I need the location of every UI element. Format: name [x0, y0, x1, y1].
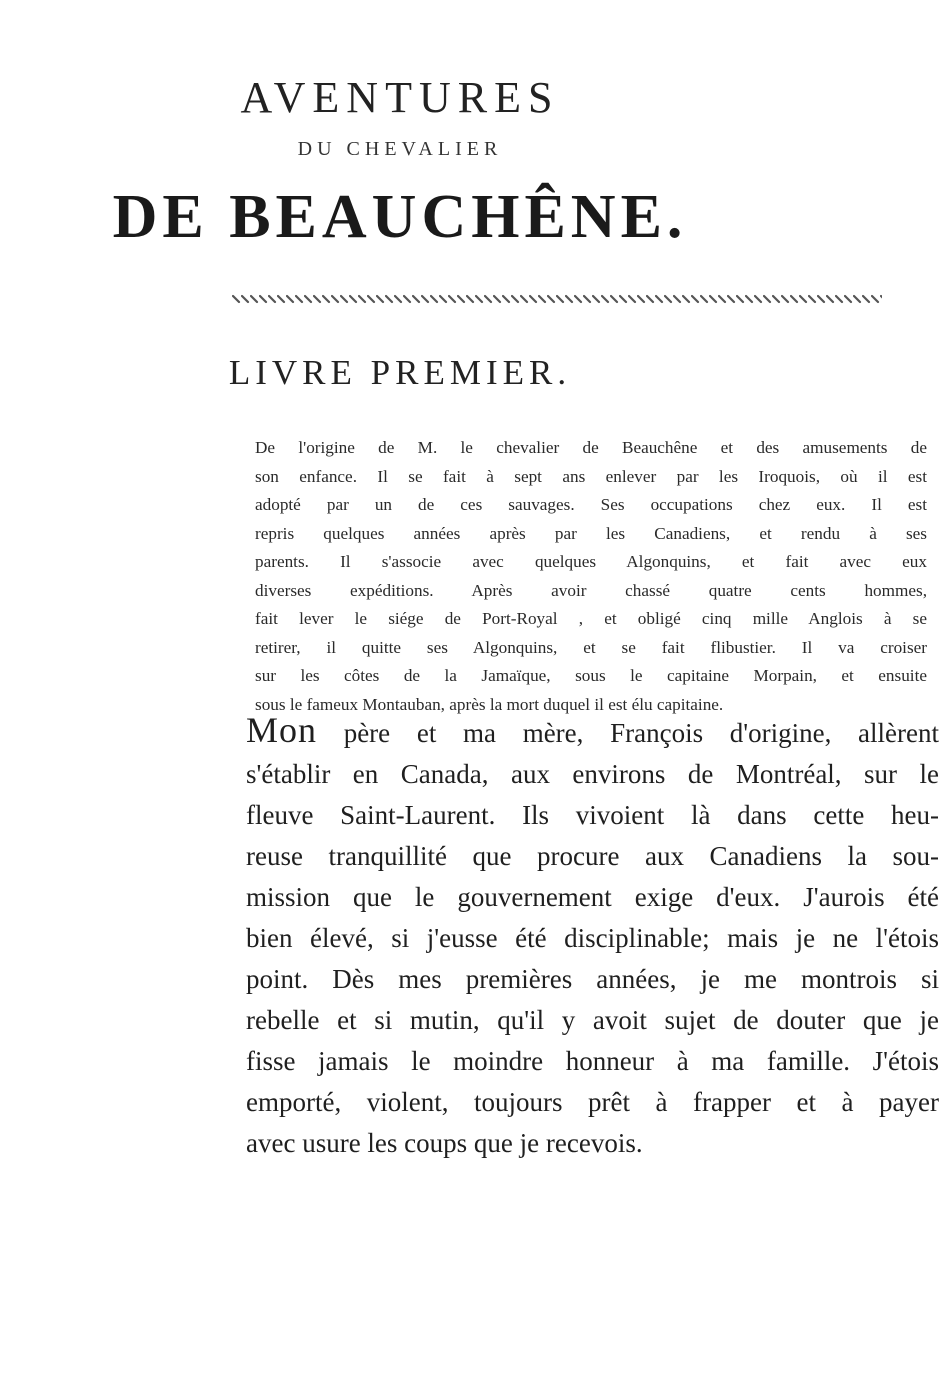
body-line: reuse tranquillité que procure aux Canadiens la sou- [246, 841, 939, 871]
drop-word: Mon [246, 710, 318, 750]
first-line-rest: père et ma mère, François d'origine, allèrent [343, 718, 939, 748]
body-line: point. Dès mes premières années, je me montrois si [246, 964, 939, 994]
body-line: bien élevé, si j'eusse été disciplinable; mais je ne l'étois [246, 923, 939, 953]
summary-line: son enfance. Il se fait à sept ans enlever par les Iroquois, où il est [255, 466, 927, 486]
body-line: fisse jamais le moindre honneur à ma famille. J'étois [246, 1046, 939, 1076]
summary-line: diverses expéditions. Après avoir chassé quatre cents hommes, [255, 580, 927, 600]
body-line: mission que le gouvernement exige d'eux. J'aurois été [246, 882, 939, 912]
body-line [246, 710, 939, 754]
body-line: avec usure les coups que je recevois. [246, 1128, 643, 1158]
body-line: rebelle et si mutin, qu'il y avoit sujet de douter que je [246, 1005, 939, 1035]
title-aventures: AVENTURES [240, 73, 560, 122]
ornament-rule-icon [232, 293, 882, 305]
summary-line: fait lever le siége de Port-Royal , et obligé cinq mille Anglois à se [255, 609, 927, 628]
summary-line: parents. Il s'associe avec quelques Algonquins, et fait avec eux [255, 552, 927, 571]
summary-line: repris quelques années après par les Canadiens, et rendu à ses [255, 523, 927, 543]
chapter-summary [255, 434, 927, 719]
body-line: s'établir en Canada, aux environs de Montréal, sur le [246, 759, 939, 789]
summary-line: sous le fameux Montauban, après la mort duquel il est élu capitaine. [255, 694, 724, 714]
title-du-chevalier: DU CHEVALIER [297, 138, 503, 160]
body-text [246, 710, 939, 1164]
ornament-rule [232, 293, 882, 305]
summary-line: adopté par un de ces sauvages. Ses occupations chez eux. Il est [255, 495, 927, 514]
summary-line: De l'origine de M. le chevalier de Beauchêne et des amusements de [255, 438, 927, 457]
body-line: emporté, violent, toujours prêt à frapper et à payer [246, 1087, 939, 1117]
title-de-beauchene: DE BEAUCHÊNE. [112, 183, 688, 251]
body-line: fleuve Saint-Laurent. Ils vivoient là dans cette heu- [246, 800, 939, 830]
summary-line: retirer, il quitte ses Algonquins, et se fait flibustier. Il va croiser [255, 637, 927, 657]
summary-line: sur les côtes de la Jamaïque, sous le capitaine Morpain, et ensuite [255, 666, 927, 685]
book-heading: LIVRE PREMIER. [228, 353, 572, 392]
